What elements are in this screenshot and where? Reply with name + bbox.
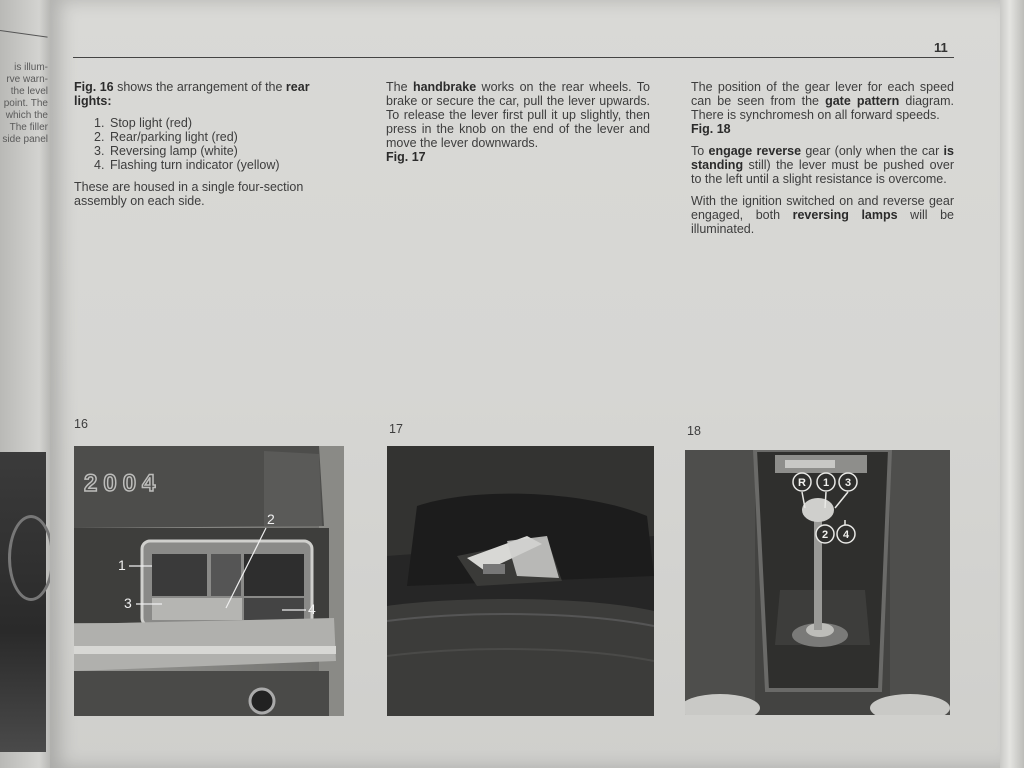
gear-1: 1 [822,477,830,489]
previous-page-text-fragment: is illum- rve warn- the level point. The which the The filler side panel [2,62,48,145]
callout-4: 4 [308,601,316,617]
rear-lights-intro: Fig. 16 shows the arrangement of the rear lights: [74,80,310,108]
list-item: 2. Rear/parking light (red) [94,130,238,144]
figure-16-number: 16 [74,417,88,431]
previous-page-edge [0,0,56,768]
previous-page-dial [8,515,54,601]
reverse-gear-paragraph: To engage reverse gear (only when the car is standing still) the lever must be pushed over to the left until a slight resistance is overcome. [691,144,954,186]
callout-2: 2 [267,511,275,527]
reversing-lamps-paragraph: With the ignition switched on and reverse gear engaged, both reversing lamps will be illuminated. [691,194,954,236]
previous-page-rule [0,30,48,38]
page-number: 11 [934,40,948,55]
fig-18-ref: Fig. 18 [691,122,731,136]
callout-1: 1 [118,557,126,573]
figure-18-number: 18 [687,424,701,438]
rear-lights-outro: These are housed in a single four-section assembly on each side. [74,180,304,208]
gate-pattern-paragraph: The position of the gear lever for each speed can be seen from the gate pattern diagram. There is synchromesh on all forward speeds. Fig. 18 [691,80,955,136]
figure-17-number: 17 [389,422,403,436]
list-item: 3. Reversing lamp (white) [94,144,238,158]
column-rear-lights [74,80,349,216]
rear-lights-list [74,116,349,172]
gear-2: 2 [821,529,829,541]
figure-18-gear-lever-photo [685,450,950,715]
column-handbrake [386,80,650,172]
list-item: 4. Flashing turn indicator (yellow) [94,158,280,172]
list-item: 1. Stop light (red) [94,116,192,130]
fig-17-ref: Fig. 17 [386,150,426,164]
gear-3: 3 [844,477,852,489]
gear-r: R [798,477,806,489]
next-page-edge [1000,0,1024,768]
callout-3: 3 [124,595,132,611]
column-gear-lever [691,80,954,244]
previous-page-photo [0,452,46,752]
figure-16-rear-lights-photo [74,446,344,716]
handbrake-paragraph: The handbrake works on the rear wheels. To brake or secure the car, pull the lever upwards. To release the lever first pull it up slightly, then press in the knob on the end of the lever and move the lever downwards. Fig. 17 [386,80,650,164]
figure-17-handbrake-photo [387,446,654,716]
gear-4: 4 [842,529,850,541]
header-rule [73,57,954,58]
car-badge: 2004 [84,470,162,497]
